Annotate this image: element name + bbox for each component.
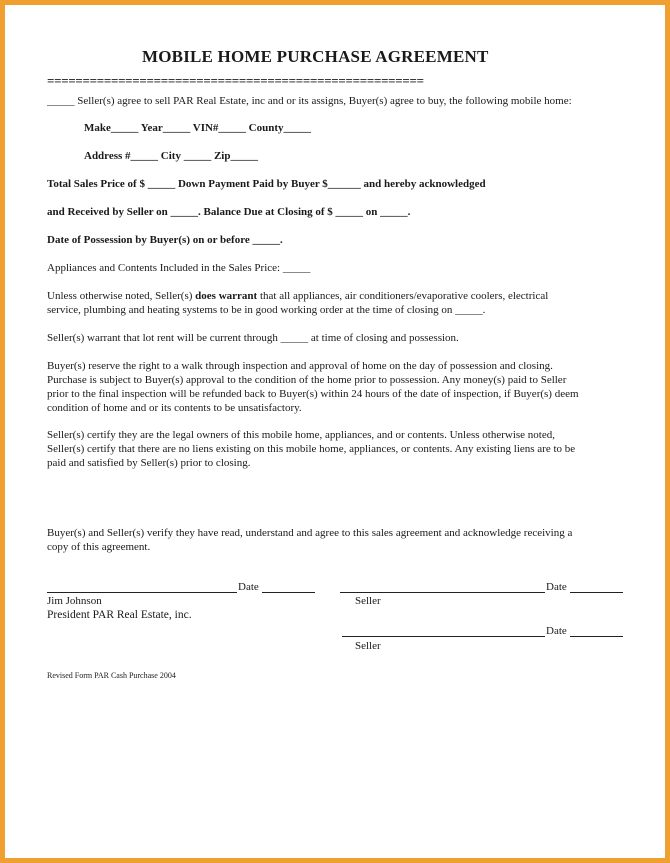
- price-line-1: Total Sales Price of $ _____ Down Payment Paid by Buyer $______ and hereby acknowledged: [47, 178, 486, 190]
- inspection-line: condition of home and or its contents to be unsatisfactory.: [47, 402, 302, 414]
- buyer-date-line[interactable]: [262, 592, 315, 593]
- make-year-vin-row: Make_____ Year_____ VIN#_____ County_____: [84, 122, 312, 134]
- seller-label-2: Seller: [355, 640, 381, 652]
- lot-rent-line: Seller(s) warrant that lot rent will be current through _____ at time of closing and possession.: [47, 332, 459, 344]
- warrant-text-post: that all appliances, air conditioners/evaporative coolers, electrical: [257, 290, 549, 302]
- address-row: Address #_____ City _____ Zip_____: [84, 150, 258, 162]
- warrant-line-2: service, plumbing and heating systems to be in good working order at the time of closing on _____.: [47, 304, 486, 316]
- seller-label: Seller: [355, 595, 381, 607]
- verify-line: copy of this agreement.: [47, 541, 151, 553]
- title-rule: =====================================================: [47, 73, 424, 88]
- seller-date-line-2[interactable]: [570, 636, 623, 637]
- certify-line: paid and satisfied by Seller(s) prior to closing.: [47, 457, 251, 469]
- warrant-text-bold: does warrant: [195, 290, 258, 302]
- warrant-text-pre: Unless otherwise noted, Seller(s): [47, 290, 196, 302]
- certify-line: Seller(s) certify they are the legal owners of this mobile home, appliances, and or contents. Unless otherwise noted,: [47, 429, 555, 441]
- inspection-line: Buyer(s) reserve the right to a walk through inspection and approval of home on the day of possession and closing.: [47, 360, 553, 372]
- buyer-title: President PAR Real Estate, inc.: [47, 609, 192, 621]
- inspection-line: prior to the final inspection will be refunded back to Buyer(s) within 24 hours of the date of inspection, if Buyer(s) deem: [47, 388, 579, 400]
- seller-date-label-2: Date: [546, 625, 567, 637]
- warrant-line-1: [47, 290, 548, 303]
- buyer-date-label: Date: [238, 581, 259, 593]
- buyer-name: Jim Johnson: [47, 595, 102, 607]
- inspection-line: Purchase is subject to Buyer(s) approval to the condition of the home prior to possession. Any money(s) paid to Seller: [47, 374, 567, 386]
- seller-date-line[interactable]: [570, 592, 623, 593]
- document-title: MOBILE HOME PURCHASE AGREEMENT: [142, 47, 489, 66]
- certify-line: Seller(s) certify that there are no liens existing on this mobile home, appliances, or contents. Any existing liens are to be: [47, 443, 576, 455]
- seller-date-label: Date: [546, 581, 567, 593]
- seller-signature-line[interactable]: [340, 592, 545, 593]
- buyer-signature-line[interactable]: [47, 592, 237, 593]
- seller-signature-line-2[interactable]: [342, 636, 545, 637]
- verify-line: Buyer(s) and Seller(s) verify they have read, understand and agree to this sales agreement and acknowledge receiving a: [47, 527, 573, 539]
- price-line-2: and Received by Seller on _____. Balance Due at Closing of $ _____ on _____.: [47, 206, 411, 218]
- possession-line: Date of Possession by Buyer(s) on or before _____.: [47, 234, 283, 246]
- intro-line: _____ Seller(s) agree to sell PAR Real Estate, inc and or its assigns, Buyer(s) agree to buy, the following mobile home:: [47, 95, 572, 107]
- appliances-line: Appliances and Contents Included in the Sales Price: _____: [47, 262, 311, 274]
- footer-revision: Revised Form PAR Cash Purchase 2004: [47, 671, 176, 680]
